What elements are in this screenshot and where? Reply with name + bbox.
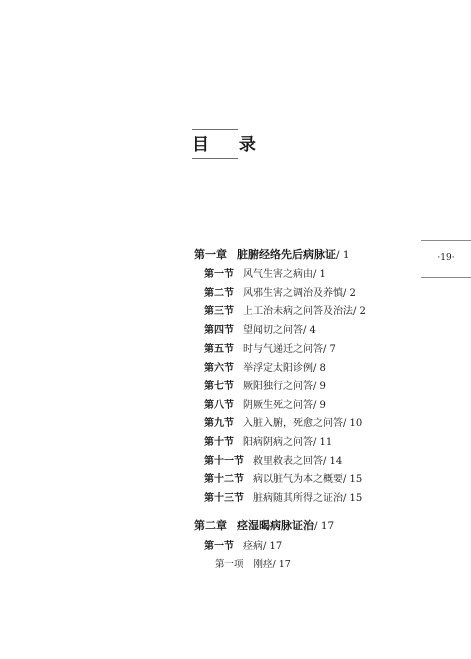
toc-entry-title: 望闻切之问答 [243,325,303,336]
toc-entry-title: 时与气递迁之问答 [243,344,323,355]
toc-entry-title: 风气生害之病由 [243,269,313,280]
page-title: 目 录 [192,135,268,155]
toc-entry-number: 第六节 [204,363,234,374]
side-marker-top-rule [421,240,471,241]
toc-entry-number: 第一节 [204,541,234,552]
toc-entry-title: 痉湿暍病脉证治 [237,519,314,532]
toc-entry-number: 第一节 [204,269,234,280]
toc-entry-page: / 4 [303,325,316,336]
toc-entry-page: / 1 [336,249,350,261]
toc-entry-title: 刚痉 [253,559,273,570]
toc-section-entry [204,473,362,487]
toc-section-entry [204,492,362,506]
toc-entry-title: 上工治未病之问答及治法 [243,306,353,317]
toc-item-entry [215,558,291,572]
toc-entry-page: / 14 [323,456,343,467]
toc-entry-title: 脏病随其所得之证治 [253,493,343,504]
toc-entry-title: 救里救表之回答 [253,456,323,467]
toc-entry-page: / 10 [343,418,363,429]
toc-entry-page: / 1 [313,269,326,280]
toc-section-entry [204,268,326,282]
toc-chapter-entry [194,519,334,533]
toc-entry-page: / 15 [343,474,363,485]
toc-entry-title: 阳病阴病之问答 [243,437,313,448]
toc-section-entry [204,417,362,431]
toc-entry-number: 第二节 [204,288,234,299]
toc-entry-number: 第十二节 [204,474,244,485]
toc-entry-number: 第三节 [204,306,234,317]
toc-entry-page: / 15 [343,493,363,504]
toc-entry-title: 风邪生害之调治及养慎 [243,288,343,299]
toc-entry-number: 第五节 [204,344,234,355]
toc-entry-number: 第一章 [194,248,227,261]
toc-entry-page: / 9 [313,400,326,411]
toc-entry-number: 第十三节 [204,493,244,504]
toc-section-entry [204,287,356,301]
toc-entry-title: 厥阳独行之问答 [243,381,313,392]
toc-entry-page: / 7 [323,344,336,355]
toc-entry-page: / 17 [263,541,283,552]
toc-entry-number: 第九节 [204,418,234,429]
toc-entry-title: 脏腑经络先后病脉证 [237,248,336,261]
toc-chapter-entry [194,248,350,262]
toc-entry-number: 第十一节 [204,456,244,467]
toc-entry-number: 第一项 [215,559,244,570]
toc-entry-page: / 8 [313,363,326,374]
toc-section-entry [204,362,326,376]
toc-entry-title: 入脏入腑，死愈之问答 [243,418,343,429]
toc-section-entry [204,305,366,319]
toc-section-entry [204,343,336,357]
toc-section-entry [204,399,326,413]
side-marker-bottom-rule [421,277,471,278]
toc-entry-page: / 2 [343,288,356,299]
toc-entry-number: 第八节 [204,400,234,411]
toc-entry-title: 痉病 [243,541,263,552]
toc-entry-title: 病以脏气为本之概要 [253,474,343,485]
toc-entry-page: / 17 [272,559,291,570]
toc-section-entry [204,436,332,450]
toc-section-entry [204,324,316,338]
toc-entry-page: / 2 [353,306,366,317]
toc-entry-title: 阴厥生死之问答 [243,400,313,411]
toc-entry-page: / 9 [313,381,326,392]
toc-entry-page: / 17 [314,520,335,532]
toc-section-entry [204,455,342,469]
toc-entry-number: 第七节 [204,381,234,392]
toc-section-entry [204,380,326,394]
page-number: ·19· [437,253,455,263]
toc-entry-number: 第十节 [204,437,234,448]
toc-section-entry [204,540,282,554]
toc-entry-number: 第二章 [194,519,227,532]
toc-entry-title: 举浮定太阳诊例 [243,363,313,374]
toc-entry-page: / 11 [313,437,333,448]
toc-entry-number: 第四节 [204,325,234,336]
